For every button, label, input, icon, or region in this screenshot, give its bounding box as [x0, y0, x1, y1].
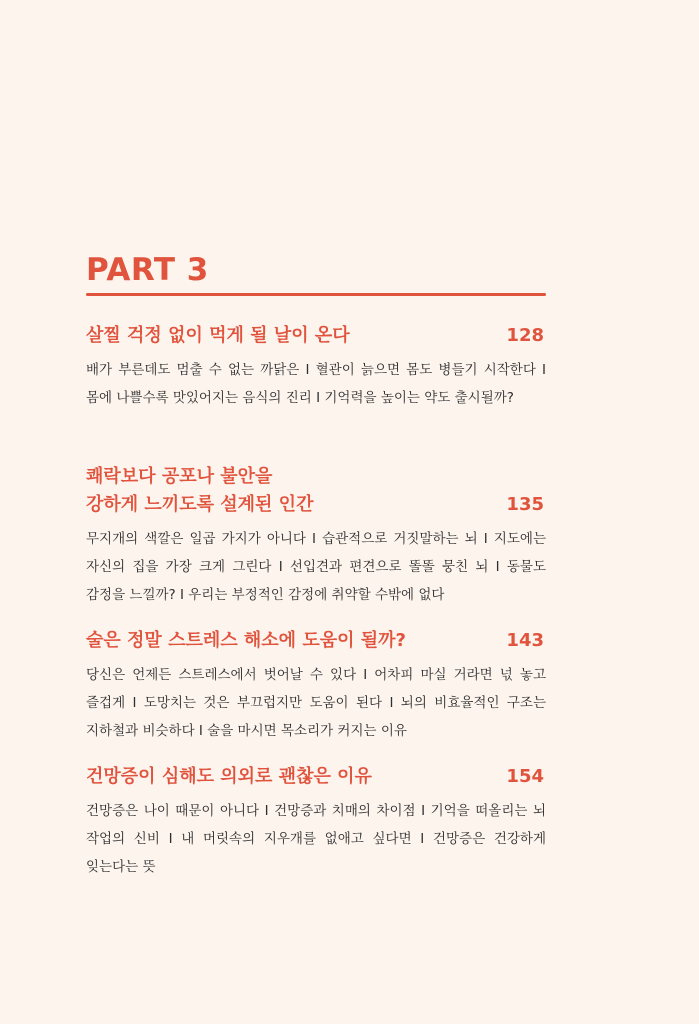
toc-entry-heading [86, 322, 546, 350]
toc-entry-summary: 건망증은 나이 때문이 아니다 I 건망증과 치매의 차이점 I 기억을 떠올리는 뇌 작업의 신비 I 내 머릿속의 지우개를 없애고 싶다면 I 건망증은 건강하게 잊는다는 뜻 [86, 803, 546, 875]
toc-entry[interactable] [86, 322, 546, 412]
toc-entry[interactable] [86, 627, 546, 745]
toc-entry[interactable] [86, 763, 546, 881]
toc-entry-page-number: 154 [506, 766, 544, 787]
toc-entry-page-number: 135 [506, 494, 544, 515]
toc-entry[interactable] [86, 463, 546, 609]
part-divider [86, 293, 546, 296]
toc-entry-summary: 무지개의 색깔은 일곱 가지가 아니다 I 습관적으로 거짓말하는 뇌 I 지도에는 자신의 집을 가장 크게 그린다 I 선입견과 편견으로 똘똘 뭉친 뇌 I 동물도 감정을 느낄까? I 우리는 부정적인 감정에 취약할 수밖에 없다 [86, 531, 546, 603]
toc-entry-title: 술은 정말 스트레스 해소에 도움이 될까? [86, 630, 406, 651]
toc-entry-summary: 당신은 언제든 스트레스에서 벗어날 수 있다 I 어차피 마실 거라면 넋 놓고 즐겁게 I 도망치는 것은 부끄럽지만 도움이 된다 I 뇌의 비효율적인 구조는 지하철과 비슷하다 I 술을 마시면 목소리가 커지는 이유 [86, 667, 546, 739]
toc-entry-title: 살찔 걱정 없이 먹게 될 날이 온다 [86, 325, 350, 346]
toc-entry-title-line-1: 쾌락보다 공포나 불안을 [86, 466, 273, 487]
part-header [86, 252, 546, 288]
part-title: PART 3 [86, 252, 209, 288]
toc-entry-page-number: 143 [506, 630, 544, 651]
toc-entry-heading [86, 463, 546, 519]
toc-entry-title: 건망증이 심해도 의외로 괜찮은 이유 [86, 766, 372, 787]
toc-entry-heading [86, 627, 546, 655]
toc-entry-title-line-2: 강하게 느끼도록 설계된 인간 [86, 494, 314, 515]
toc-entry-heading [86, 763, 546, 791]
toc-entry-summary: 배가 부른데도 멈출 수 없는 까닭은 I 혈관이 늙으면 몸도 병들기 시작한다 I 몸에 나쁠수록 맛있어지는 음식의 진리 I 기억력을 높이는 약도 출시될까? [86, 362, 546, 406]
toc-entry-page-number: 128 [506, 325, 544, 346]
